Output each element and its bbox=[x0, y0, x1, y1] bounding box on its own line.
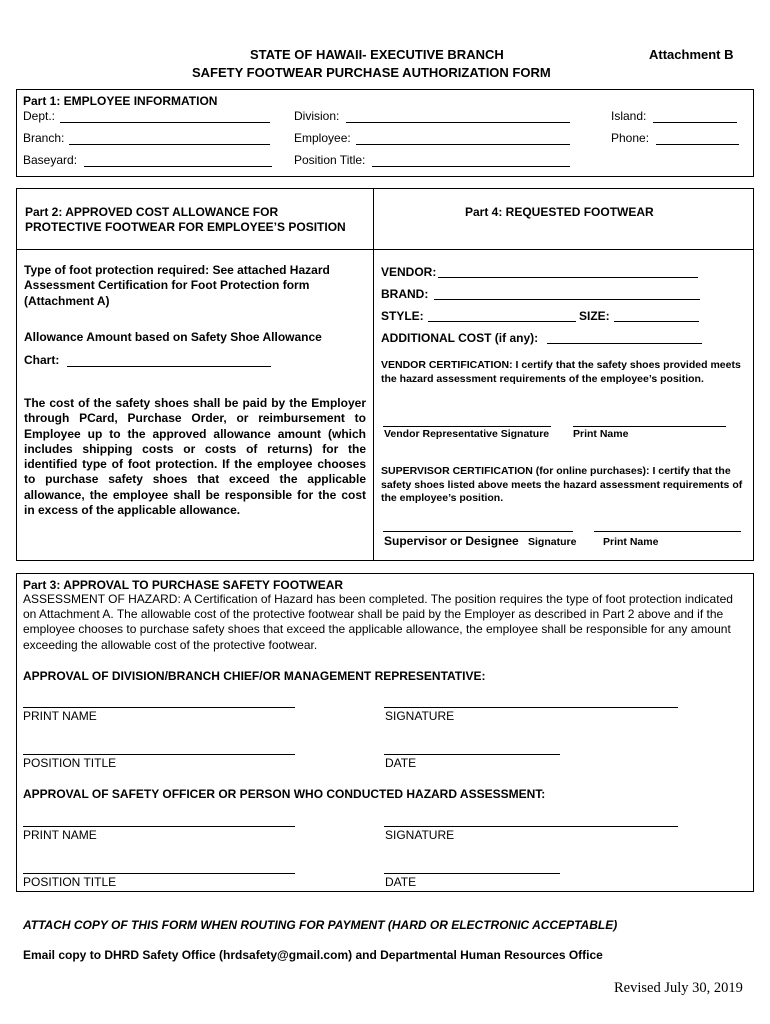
employee-field[interactable] bbox=[356, 144, 570, 145]
email-copy-note: Email copy to DHRD Safety Office (hrdsafety@gmail.com) and Departmental Human Resources Office bbox=[23, 948, 603, 962]
safety-position-title-label: POSITION TITLE bbox=[23, 875, 117, 889]
baseyard-field[interactable] bbox=[84, 166, 272, 167]
employee-label: Employee: bbox=[294, 131, 351, 145]
allowance-text: Allowance Amount based on Safety Shoe Allowance bbox=[24, 330, 322, 344]
position-title-label: Position Title: bbox=[294, 153, 366, 167]
revised-date: Revised July 30, 2019 bbox=[614, 980, 743, 996]
dept-label: Dept.: bbox=[23, 109, 56, 123]
division-print-name-label: PRINT NAME bbox=[23, 709, 97, 723]
chart-label: Chart: bbox=[24, 353, 60, 367]
vendor-print-name-label: Print Name bbox=[573, 428, 629, 440]
division-date-line[interactable] bbox=[384, 754, 560, 755]
position-title-field[interactable] bbox=[372, 166, 570, 167]
brand-label: BRAND: bbox=[381, 287, 429, 301]
vendor-print-name-line[interactable] bbox=[573, 426, 726, 427]
safety-signature-line[interactable] bbox=[384, 826, 678, 827]
part3-heading: Part 3: APPROVAL TO PURCHASE SAFETY FOOTWEAR bbox=[23, 578, 344, 592]
safety-print-name-line[interactable] bbox=[23, 826, 295, 827]
attachment-label: Attachment B bbox=[649, 47, 734, 62]
safety-date-label: DATE bbox=[385, 875, 417, 889]
part2-heading-line2: PROTECTIVE FOOTWEAR FOR EMPLOYEE’S POSITION bbox=[25, 220, 346, 234]
division-label: Division: bbox=[294, 109, 340, 123]
vendor-certification-text: VENDOR CERTIFICATION: I certify that the safety shoes provided meets the hazard assessment requirements of the employee’s position. bbox=[381, 359, 741, 385]
division-date-label: DATE bbox=[385, 756, 417, 770]
division-field[interactable] bbox=[346, 122, 570, 123]
phone-field[interactable] bbox=[656, 144, 739, 145]
size-field[interactable] bbox=[614, 321, 699, 322]
part2-heading-line1: Part 2: APPROVED COST ALLOWANCE FOR bbox=[25, 205, 279, 219]
part1-heading: Part 1: EMPLOYEE INFORMATION bbox=[23, 94, 218, 108]
approval-safety-heading: APPROVAL OF SAFETY OFFICER OR PERSON WHO CONDUCTED HAZARD ASSESSMENT: bbox=[23, 787, 546, 801]
island-field[interactable] bbox=[653, 122, 737, 123]
vendor-signature-line[interactable] bbox=[383, 426, 551, 427]
vendor-signature-label: Vendor Representative Signature bbox=[384, 428, 550, 440]
brand-field[interactable] bbox=[434, 299, 700, 300]
additional-cost-label: ADDITIONAL COST (if any): bbox=[381, 331, 539, 345]
island-label: Island: bbox=[611, 109, 647, 123]
supervisor-certification-text: SUPERVISOR CERTIFICATION (for online purchases): I certify that the safety shoes listed above meets the hazard assessment requirements of the employee’s position. bbox=[381, 465, 743, 504]
additional-cost-field[interactable] bbox=[547, 343, 702, 344]
branch-field[interactable] bbox=[69, 144, 270, 145]
part2-part4-header-divider bbox=[16, 249, 754, 250]
approval-division-heading: APPROVAL OF DIVISION/BRANCH CHIEF/OR MANAGEMENT REPRESENTATIVE: bbox=[23, 669, 486, 683]
assessment-text: ASSESSMENT OF HAZARD: A Certification of Hazard has been completed. The position requires the type of foot protection indicated on Attachment A. The allowable cost of the protective footwear shall be paid by the Employer as described in Part 2 above and if the employee chooses to purchase safety shoes that exceed the applicable allowance, the employee shall be responsible for any amount exceeding the allowable cost of the protective footwear. bbox=[23, 592, 733, 652]
safety-date-line[interactable] bbox=[384, 873, 560, 874]
division-signature-line[interactable] bbox=[384, 707, 678, 708]
supervisor-signature-label: Signature bbox=[528, 536, 577, 548]
supervisor-label: Supervisor or Designee bbox=[384, 534, 519, 548]
division-print-name-line[interactable] bbox=[23, 707, 295, 708]
form-title-line2: SAFETY FOOTWEAR PURCHASE AUTHORIZATION FORM bbox=[192, 65, 551, 80]
chart-field[interactable] bbox=[67, 366, 271, 367]
size-label: SIZE: bbox=[579, 309, 610, 323]
form-title-line1: STATE OF HAWAII- EXECUTIVE BRANCH bbox=[250, 47, 504, 62]
baseyard-label: Baseyard: bbox=[23, 153, 78, 167]
division-signature-label: SIGNATURE bbox=[385, 709, 455, 723]
division-position-title-line[interactable] bbox=[23, 754, 295, 755]
cost-paragraph: The cost of the safety shoes shall be paid by the Employer through PCard, Purchase Order, or reimbursement to Employee up to the approved allowance amount (which includes shipping costs or costs of returns) for the identified type of foot protection. If the employee chooses to purchase safety shoes that exceed the applicable allowance, the employee shall be responsible for the cost in excess of the applicable allowance. bbox=[24, 396, 366, 518]
safety-signature-label: SIGNATURE bbox=[385, 828, 455, 842]
division-position-title-label: POSITION TITLE bbox=[23, 756, 117, 770]
vendor-label: VENDOR: bbox=[381, 265, 437, 279]
dept-field[interactable] bbox=[60, 122, 270, 123]
part4-heading: Part 4: REQUESTED FOOTWEAR bbox=[465, 205, 654, 219]
branch-label: Branch: bbox=[23, 131, 65, 145]
part2-part4-column-divider bbox=[373, 188, 374, 561]
vendor-field[interactable] bbox=[438, 277, 698, 278]
safety-print-name-label: PRINT NAME bbox=[23, 828, 97, 842]
style-label: STYLE: bbox=[381, 309, 424, 323]
attach-copy-note: ATTACH COPY OF THIS FORM WHEN ROUTING FOR PAYMENT (HARD OR ELECTRONIC ACCEPTABLE) bbox=[23, 918, 618, 932]
supervisor-signature-line[interactable] bbox=[383, 531, 573, 532]
phone-label: Phone: bbox=[611, 131, 650, 145]
foot-protection-text: Type of foot protection required: See attached Hazard Assessment Certification for Foot Protection form (Attachment A) bbox=[24, 263, 330, 308]
supervisor-print-name-line[interactable] bbox=[594, 531, 741, 532]
safety-position-title-line[interactable] bbox=[23, 873, 295, 874]
style-field[interactable] bbox=[428, 321, 576, 322]
supervisor-print-name-label: Print Name bbox=[603, 536, 659, 548]
